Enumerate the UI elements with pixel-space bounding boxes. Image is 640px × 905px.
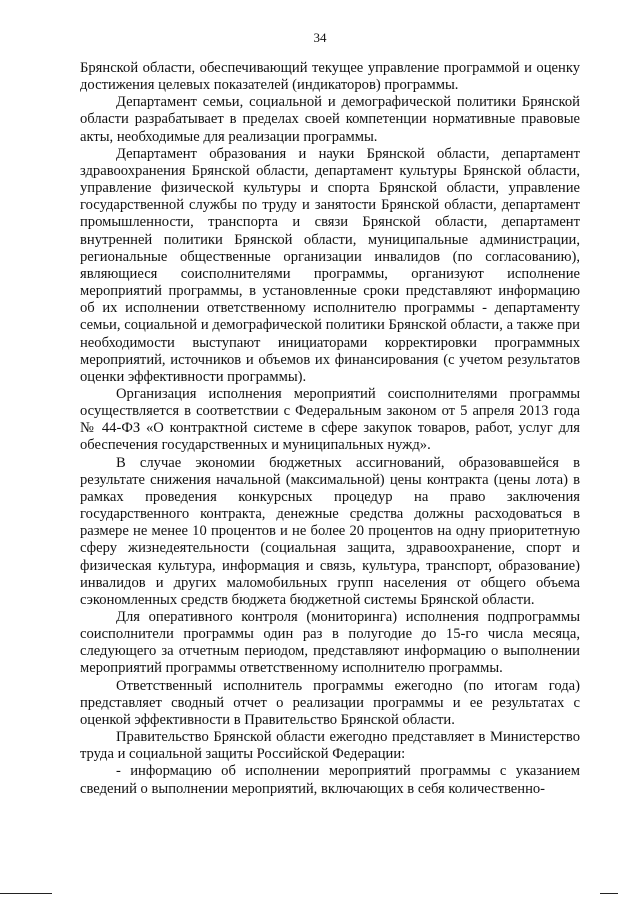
paragraph-3: Департамент образования и науки Брянской области, департамент здравоохранения Брянской области, департамент культуры Брянской области, управление физической культуры и спорта Брянской области, управление государственной службы по труду и занятости Брянской области, департамент промышленности, транспорта и связи Брянской области, департамент внутренней политики Брянской области, муниципальные администрации, региональные общественные организации инвалидов (по согласованию), являющиеся соисполнителями программы, организуют исполнение мероприятий программы, в установленные сроки представляют информацию об их исполнении ответственному исполнителю программы - департаменту семьи, социальной и демографической политики Брянской области, а также при необходимости выступают инициаторами корректировки программных мероприятий, источников и объемов их финансирования (с учетом результатов оценки эффективности программы).: [80, 145, 580, 385]
paragraph-7: Ответственный исполнитель программы ежегодно (по итогам года) представляет сводный отчет о реализации программы и ее результатах с оценкой эффективности в Правительство Брянской области.: [80, 677, 580, 728]
footer-rule-right: [600, 893, 618, 894]
paragraph-1: Брянской области, обеспечивающий текущее управление программой и оценку достижения целевых показателей (индикаторов) программы.: [80, 60, 580, 94]
paragraph-4: Организация исполнения мероприятий соисполнителями программы осуществляется в соответствии с Федеральным законом от 5 апреля 2013 года № 44-ФЗ «О контрактной системе в сфере закупок товаров, работ, услуг для обеспечения государственных и муниципальных нужд».: [80, 385, 580, 454]
paragraph-9: - информацию об исполнении мероприятий программы с указанием сведений о выполнении мероприятий, включающих в себя количественно-: [80, 763, 580, 797]
paragraph-5: В случае экономии бюджетных ассигнований, образовавшейся в результате снижения начальной (максимальной) цены контракта (цены лота) в рамках проведения конкурсных процедур на право заключения государственного контракта, денежные средства должны расходоваться в размере не менее 10 процентов и не более 20 процентов на одну приоритетную сферу жизнедеятельности (социальная защита, здравоохранение, спорт и физическая культура, информация и связь, культура, транспорт, образование) инвалидов и других маломобильных групп населения от общего объема сэкономленных средств бюджета бюджетной системы Брянской области.: [80, 454, 580, 608]
paragraph-6: Для оперативного контроля (мониторинга) исполнения подпрограммы соисполнители программы один раз в полугодие до 15-го числа месяца, следующего за отчетным периодом, представляют информацию о выполнении мероприятий программы ответственному исполнителю программы.: [80, 609, 580, 677]
footer-rule-left: [0, 893, 52, 894]
paragraph-8: Правительство Брянской области ежегодно представляет в Министерство труда и социальной защиты Российской Федерации:: [80, 729, 580, 763]
paragraph-2: Департамент семьи, социальной и демографической политики Брянской области разрабатывает в пределах своей компетенции нормативные правовые акты, необходимые для реализации программы.: [80, 94, 580, 145]
page-number: 34: [313, 30, 327, 45]
body-text: [80, 60, 580, 798]
